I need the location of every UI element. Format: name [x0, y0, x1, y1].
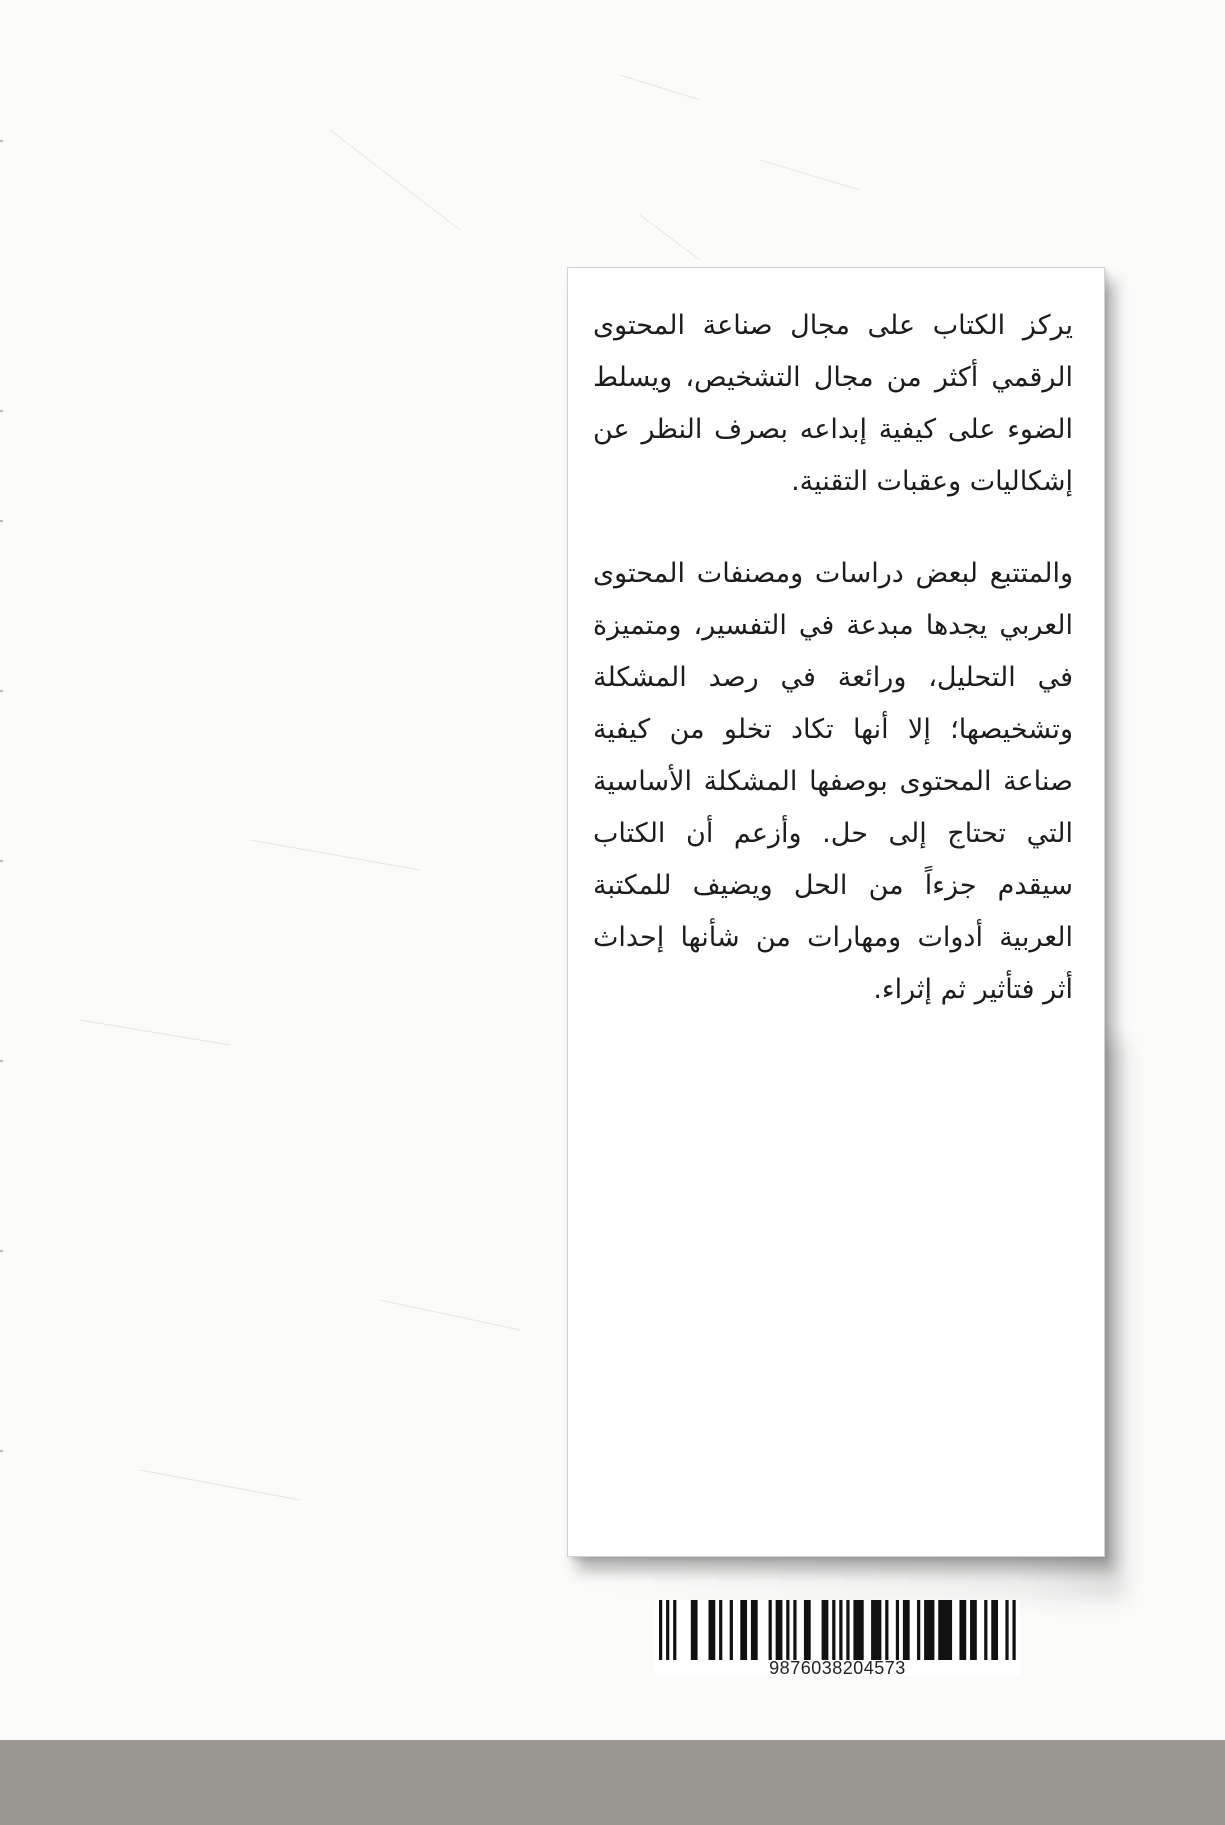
spine-edge [0, 0, 4, 1740]
barcode-bar [822, 1600, 829, 1660]
barcode-bar [659, 1600, 662, 1660]
barcode-number: 9876038204573 [769, 1658, 906, 1678]
barcode-bar [970, 1600, 977, 1660]
barcode-bar [719, 1600, 722, 1660]
barcode-bar [885, 1600, 888, 1660]
barcode-bar [691, 1600, 698, 1660]
barcode-bar [673, 1600, 676, 1660]
barcode-bar [991, 1600, 998, 1660]
barcode-bar [853, 1600, 863, 1660]
barcode [655, 1600, 1020, 1676]
barcode-bar [751, 1600, 758, 1660]
blurb-text [593, 300, 1073, 1016]
barcode-bar [896, 1600, 899, 1660]
barcode-bar [786, 1600, 789, 1660]
barcode-bar [708, 1600, 715, 1660]
barcode-bar [938, 1600, 952, 1660]
blurb-paragraph-1: يركز الكتاب على مجال صناعة المحتوى الرقمي أكثر من مجال التشخيص، ويسلط الضوء على كيفية إبداعه بصرف النظر عن إشكاليات وعقبات التقنية. [593, 310, 1073, 497]
barcode-bar [959, 1600, 966, 1660]
barcode-bar [984, 1600, 987, 1660]
blurb-paragraph-2: والمتتبع لبعض دراسات ومصنفات المحتوى العربي يجدها مبدعة في التفسير، ومتميزة في التحليل، ورائعة في رصد المشكلة وتشخيصها؛ إلا أنها تكاد تخلو من كيفية صناعة المحتوى بوصفها المشكلة الأساسية التي تحتاج إلى حل. وأزعم أن الكتاب سيقدم جزءاً من الحل ويضيف للمكتبة العربية أدوات ومهارات من شأنها إحداث أثر فتأثير ثم إثراء. [593, 558, 1073, 1005]
barcode-bar [917, 1600, 920, 1660]
barcode-bar [846, 1600, 849, 1660]
barcode-bar [793, 1600, 796, 1660]
barcode-bar [839, 1600, 842, 1660]
barcode-bar [903, 1600, 910, 1660]
barcode-bar [832, 1600, 835, 1660]
bottom-band [0, 1740, 1225, 1825]
barcode-bar [1005, 1600, 1008, 1660]
barcode-bar [776, 1600, 783, 1660]
barcode-bar [871, 1600, 881, 1660]
barcode-bar [804, 1600, 811, 1660]
barcode-bar [666, 1600, 669, 1660]
barcode-bars [659, 1600, 1016, 1660]
barcode-bar [740, 1600, 747, 1660]
barcode-bar [769, 1600, 772, 1660]
barcode-bar [730, 1600, 733, 1660]
barcode-bar [1012, 1600, 1015, 1660]
barcode-bar [924, 1600, 934, 1660]
